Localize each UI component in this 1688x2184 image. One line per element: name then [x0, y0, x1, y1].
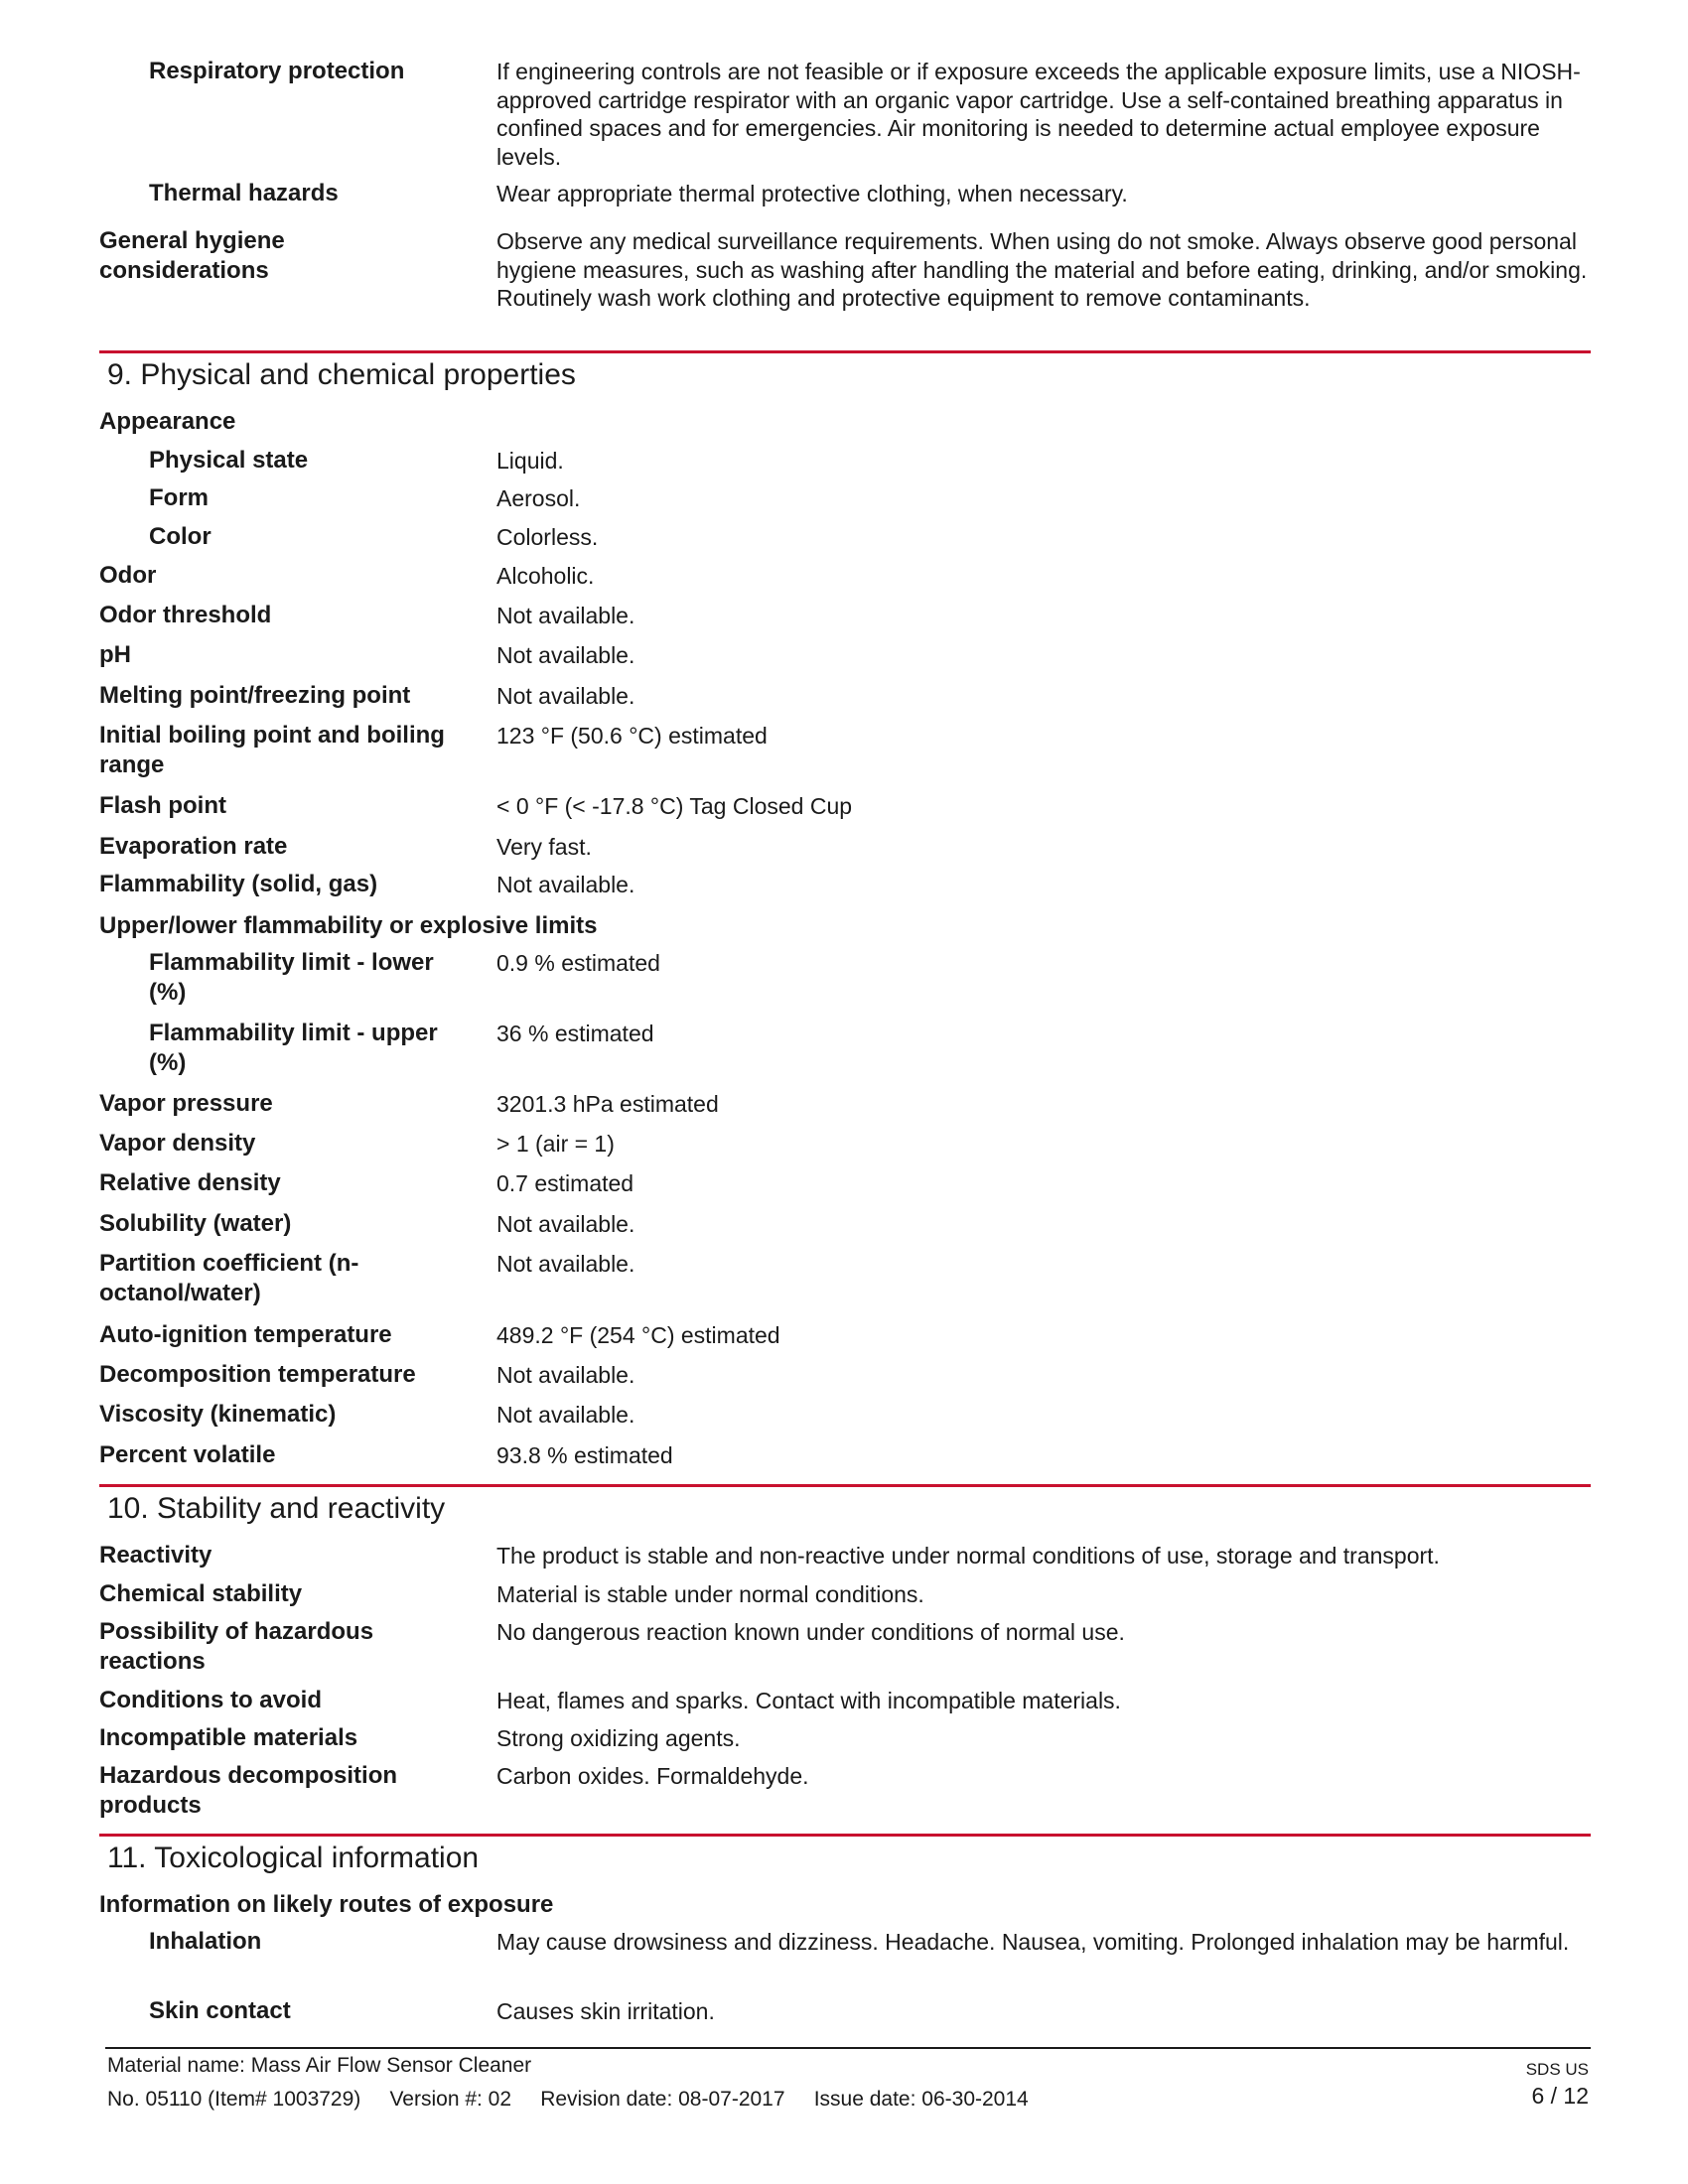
ph-value: Not available. — [496, 642, 635, 668]
physical-state-value: Liquid. — [496, 448, 564, 474]
viscosity-value: Not available. — [496, 1402, 635, 1428]
inhalation-label: Inhalation — [149, 1928, 262, 1955]
incompatible-value: Strong oxidizing agents. — [496, 1725, 741, 1751]
decomposition-products-value: Carbon oxides. Formaldehyde. — [496, 1763, 809, 1789]
reactivity-value: The product is stable and non-reactive under normal conditions of use, storage and transport. — [496, 1543, 1440, 1569]
section9-title: 9. Physical and chemical properties — [107, 358, 576, 391]
limits-heading: Upper/lower flammability or explosive limits — [99, 912, 598, 939]
color-value: Colorless. — [496, 524, 599, 550]
partition-label: Partition coefficient (n-octanol/water) — [99, 1250, 359, 1306]
volatile-value: 93.8 % estimated — [496, 1442, 673, 1468]
ph-label: pH — [99, 641, 131, 668]
limit-upper-value: 36 % estimated — [496, 1021, 654, 1046]
routes-heading: Information on likely routes of exposure — [99, 1891, 554, 1918]
limit-lower-label: Flammability limit - lower (%) — [149, 949, 434, 1006]
skin-contact-value: Causes skin irritation. — [496, 1998, 715, 2024]
footer-material-name: Material name: Mass Air Flow Sensor Cleaner — [107, 2054, 532, 2077]
autoignition-label: Auto-ignition temperature — [99, 1321, 392, 1348]
partition-value: Not available. — [496, 1251, 635, 1277]
flash-value: < 0 °F (< -17.8 °C) Tag Closed Cup — [496, 793, 853, 819]
footer-doc-info: No. 05110 (Item# 1003729) Version #: 02 Revision date: 08-07-2017 Issue date: 06-30-2014 — [107, 2088, 1029, 2111]
solubility-value: Not available. — [496, 1211, 635, 1237]
footer-page-number: 6 / 12 — [1531, 2083, 1589, 2109]
decomposition-temp-label: Decomposition temperature — [99, 1361, 416, 1388]
odor-label: Odor — [99, 562, 157, 589]
flash-label: Flash point — [99, 792, 226, 819]
boiling-value: 123 °F (50.6 °C) estimated — [496, 723, 768, 749]
respiratory-value: If engineering controls are not feasible or if exposure exceeds the applicable exposure limits, use a NIOSH-approved cartridge respirator with an organic vapor cartridge. Use a self-contained breathing apparatus in confined spaces and for emergencies. Air monitoring is needed to determine actual employee exposure levels. — [496, 59, 1581, 170]
odor-value: Alcoholic. — [496, 563, 595, 589]
odor-threshold-value: Not available. — [496, 603, 635, 628]
vapor-pressure-value: 3201.3 hPa estimated — [496, 1091, 719, 1117]
limit-lower-value: 0.9 % estimated — [496, 950, 660, 976]
thermal-value: Wear appropriate thermal protective clothing, when necessary. — [496, 181, 1128, 206]
melting-value: Not available. — [496, 683, 635, 709]
relative-density-label: Relative density — [99, 1169, 281, 1196]
hazardous-reactions-label: Possibility of hazardous reactions — [99, 1618, 374, 1675]
footer-sds-label: SDS US — [1525, 2060, 1589, 2079]
reactivity-label: Reactivity — [99, 1542, 212, 1569]
form-value: Aerosol. — [496, 485, 581, 511]
section10-title: 10. Stability and reactivity — [107, 1492, 446, 1525]
viscosity-label: Viscosity (kinematic) — [99, 1401, 337, 1428]
conditions-value: Heat, flames and sparks. Contact with incompatible materials. — [496, 1688, 1121, 1713]
odor-threshold-label: Odor threshold — [99, 602, 272, 628]
vapor-density-value: > 1 (air = 1) — [496, 1131, 615, 1157]
inhalation-value: May cause drowsiness and dizziness. Headache. Nausea, vomiting. Prolonged inhalation may be harmful. — [496, 1929, 1570, 1955]
autoignition-value: 489.2 °F (254 °C) estimated — [496, 1322, 780, 1348]
incompatible-label: Incompatible materials — [99, 1724, 358, 1751]
conditions-label: Conditions to avoid — [99, 1687, 322, 1713]
boiling-label: Initial boiling point and boiling range — [99, 722, 445, 778]
evaporation-value: Very fast. — [496, 834, 592, 860]
section9-divider — [99, 350, 1591, 353]
skin-contact-label: Skin contact — [149, 1997, 291, 2024]
footer-divider — [105, 2047, 1591, 2049]
physical-state-label: Physical state — [149, 447, 309, 474]
solubility-label: Solubility (water) — [99, 1210, 292, 1237]
volatile-label: Percent volatile — [99, 1441, 276, 1468]
hygiene-value: Observe any medical surveillance requirements. When using do not smoke. Always observe good personal hygiene measures, such as washing after handling the material and before eating, drinking, and/or smoking. Routinely wash work clothing and protective equipment to remove contaminants. — [496, 228, 1588, 311]
appearance-heading: Appearance — [99, 408, 236, 435]
flammability-value: Not available. — [496, 872, 635, 897]
melting-label: Melting point/freezing point — [99, 682, 411, 709]
vapor-pressure-label: Vapor pressure — [99, 1090, 273, 1117]
decomposition-temp-value: Not available. — [496, 1362, 635, 1388]
decomposition-products-label: Hazardous decomposition products — [99, 1762, 398, 1819]
relative-density-value: 0.7 estimated — [496, 1170, 634, 1196]
section11-title: 11. Toxicological information — [107, 1842, 480, 1874]
vapor-density-label: Vapor density — [99, 1130, 256, 1157]
flammability-label: Flammability (solid, gas) — [99, 871, 378, 897]
chemical-stability-label: Chemical stability — [99, 1580, 303, 1607]
chemical-stability-value: Material is stable under normal conditions. — [496, 1581, 924, 1607]
form-label: Form — [149, 484, 209, 511]
hazardous-reactions-value: No dangerous reaction known under conditions of normal use. — [496, 1619, 1125, 1645]
hygiene-label: General hygiene considerations — [99, 227, 285, 284]
limit-upper-label: Flammability limit - upper (%) — [149, 1020, 438, 1076]
section10-divider — [99, 1484, 1591, 1487]
color-label: Color — [149, 523, 211, 550]
evaporation-label: Evaporation rate — [99, 833, 288, 860]
section11-divider — [99, 1834, 1591, 1837]
respiratory-label: Respiratory protection — [149, 58, 405, 84]
thermal-label: Thermal hazards — [149, 180, 339, 206]
